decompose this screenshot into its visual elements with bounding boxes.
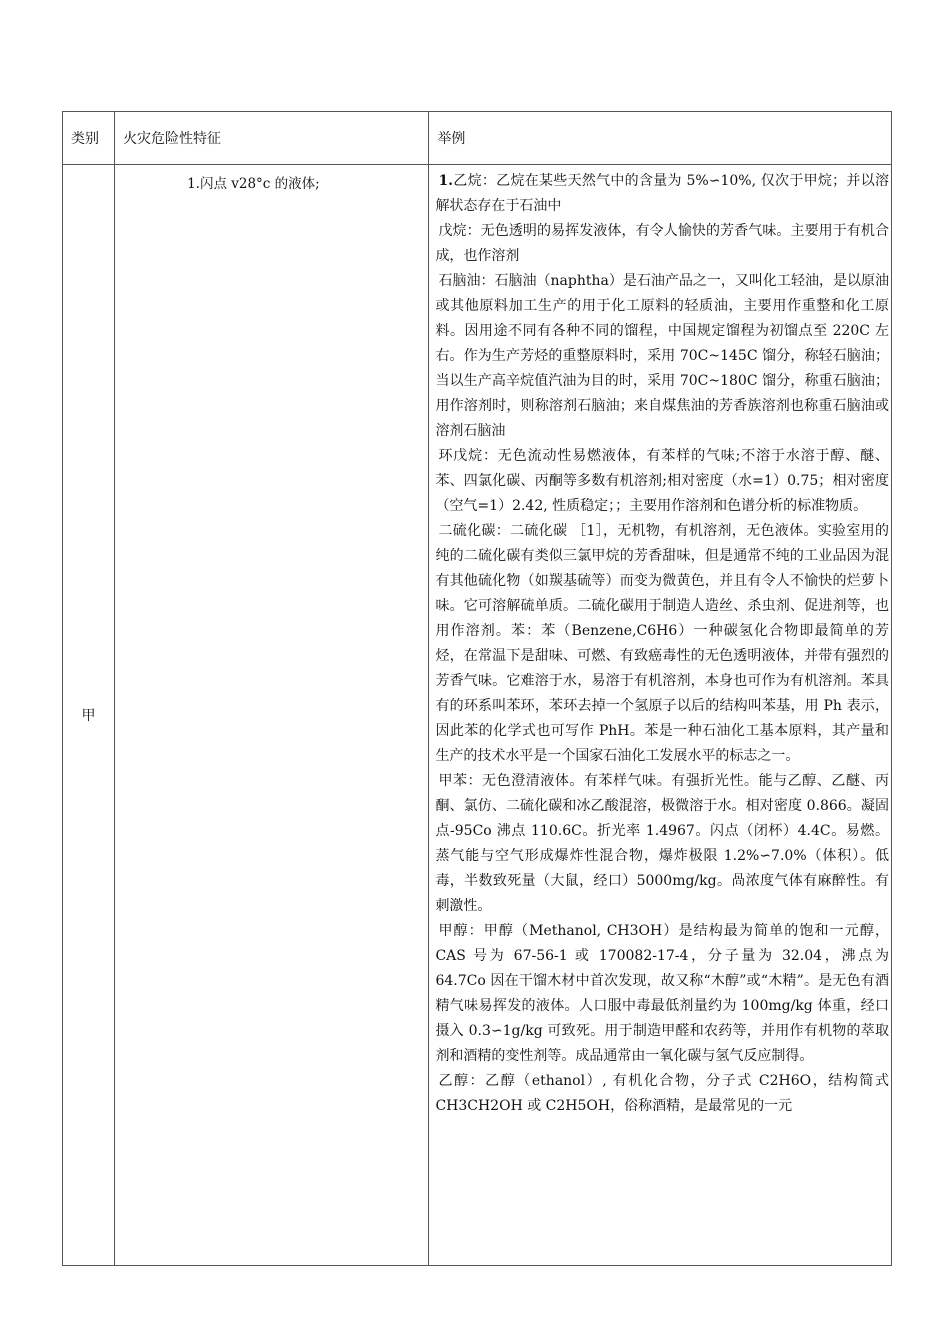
example-paragraph [435,219,889,269]
example-text: 乙醇：乙醇（ethanol）, 有机化合物，分子式 C2H6O，结构简式 CH3CH2OH 或 C2H5OH，俗称酒精，是最常见的一元 [435,1073,889,1114]
category-cell: 甲 [63,165,115,1266]
example-text: 甲苯：无色澄清液体。有苯样气味。有强折光性。能与乙醇、乙醚、丙酮、氯仿、二硫化碳和冰乙酸混溶，极微溶于水。相对密度 0.866。凝固点-95Co 沸点 110.6C。折光率 1.4967。闪点（闭杯）4.4C。易燃。蒸气能与空气形成爆炸性混合物，爆炸极限 1.2%∽7.0%（体积）。低毒，半数致死量（大鼠，经口）5000mg/kg。咼浓度气体有麻醉性。有刺激性。 [435,773,889,914]
example-text: 环戊烷：无色流动性易燃液体，有苯样的气味;不溶于水溶于醇、醚、苯、四氯化碳、丙酮等多数有机溶剂;相对密度（水=1）0.75；相对密度（空气=1）2.42, 性质稳定；；主要用作溶剂和色谱分析的标准物质。 [435,448,889,514]
example-paragraph [435,444,889,519]
example-paragraph [435,769,889,919]
example-text: 甲醇：甲醇（Methanol, CH3OH）是结构最为简单的饱和一元醇，CAS 号为 67-56-1 或 170082-17-4，分子量为 32.04，沸点为 64.7Co 因在干馏木材中首次发现，故又称“木醇”或“木精”。是无色有酒精气味易挥发的液体。人口服中毒最低剂量约为 100mg/kg 体重，经口摄入 0.3∽1g/kg 可致死。用于制造甲醛和农药等，并用作有机物的萃取剂和酒精的变性剂等。成品通常由一氧化碳与氢气反应制得。 [435,923,889,1064]
example-paragraph [435,169,889,219]
header-characteristic: 火灾危险性特征 [115,112,429,165]
characteristic-cell [115,165,429,1266]
characteristic-text: 1.闪点 v28°c 的液体; [187,176,320,192]
example-text: 戊烷：无色透明的易挥发液体，有令人愉快的芳香气味。主要用于有机合成，也作溶剂 [435,223,889,264]
example-paragraph [435,269,889,444]
example-paragraph [435,919,889,1069]
example-paragraph [435,1069,889,1119]
example-text: 乙烷：乙烷在某些天然气中的含量为 5%∽10%, 仅次于甲烷；并以溶解状态存在于石油中 [435,173,889,214]
table-header-row [63,112,892,165]
examples-list [435,169,889,1257]
example-number: 1. [438,173,454,189]
example-text: 二硫化碳：二硫化碳 ［1］，无机物，有机溶剂，无色液体。实验室用的纯的二硫化碳有类似三氯甲烷的芳香甜味，但是通常不纯的工业品因为混有其他硫化物（如羰基硫等）而变为微黄色，并且有令人不愉快的烂萝卜味。它可溶解硫单质。二硫化碳用于制造人造丝、杀虫剂、促进剂等，也用作溶剂。苯：苯（Benzene,C6H6）一种碳氢化合物即最简单的芳烃，在常温下是甜味、可燃、有致癌毒性的无色透明液体，并带有强烈的芳香气味。它难溶于水，易溶于有机溶剂，本身也可作为有机溶剂。苯具有的环系叫苯环，苯环去掉一个氢原子以后的结构叫苯基，用 Ph 表示，因此苯的化学式也可写作 PhH。苯是一种石油化工基本原料，其产量和生产的技术水平是一个国家石油化工发展水平的标志之一。 [435,523,889,764]
example-text: 石脑油：石脑油（naphtha）是石油产品之一，又叫化工轻油，是以原油或其他原料加工生产的用于化工原料的轻质油，主要用作重整和化工原料。因用途不同有各种不同的馏程，中国规定馏程为初馏点至 220C 左右。作为生产芳烃的重整原料时，采用 70C~145C 馏分，称轻石脑油；当以生产高辛烷值汽油为目的时，采用 70C~180C 馏分，称重石脑油；用作溶剂时，则称溶剂石脑油；来自煤焦油的芳香族溶剂也称重石脑油或溶剂石脑油 [435,273,889,439]
header-category: 类别 [63,112,115,165]
examples-cell [429,165,892,1266]
header-examples: 举例 [429,112,892,165]
hazard-classification-table [62,111,892,1266]
example-paragraph [435,519,889,769]
table-row [63,165,892,1266]
